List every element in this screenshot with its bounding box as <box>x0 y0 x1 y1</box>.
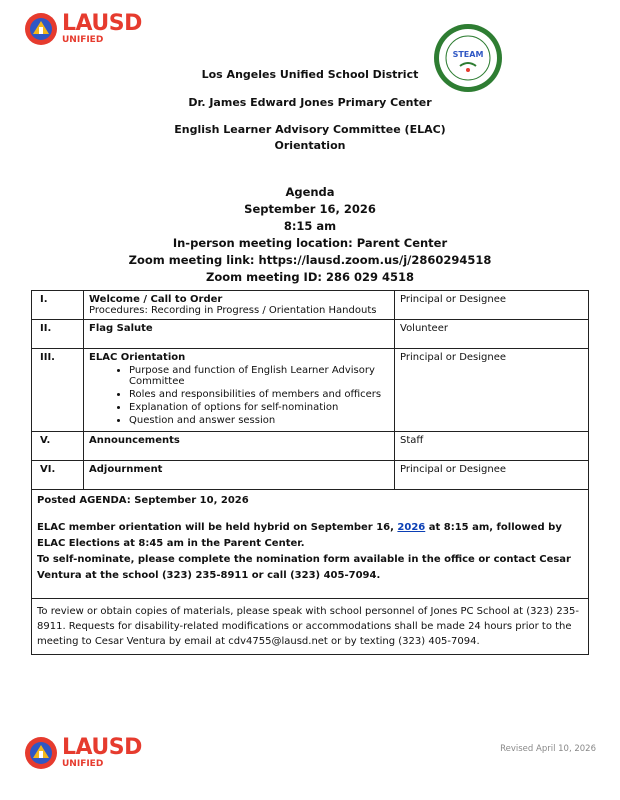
table-row <box>32 291 589 320</box>
item-cell <box>84 349 395 432</box>
hybrid-notice <box>37 520 583 552</box>
item-cell <box>84 291 395 320</box>
agenda-date: September 16, 2026 <box>244 202 376 216</box>
materials-notice: To review or obtain copies of materials, please speak with school personnel of Jones PC School at (323) 235-8911. Requests for disability-related modifications or accommodations shall be made 24 hours prior to the meeting to Cesar Ventura by email at cdv4755@lausd.net or by texting (323) 405-7094. <box>32 599 589 655</box>
district-heading: Los Angeles Unified School District <box>201 68 419 81</box>
steam-badge-icon <box>432 22 504 94</box>
materials-row <box>32 599 589 655</box>
list-item: • Roles and responsibilities of members and officers <box>129 389 389 400</box>
item-number: II. <box>32 320 84 349</box>
list-item: • Question and answer session <box>129 415 389 426</box>
item-title: Announcements <box>89 435 180 446</box>
item-cell <box>84 432 395 461</box>
logo-subtitle: UNIFIED <box>62 759 104 769</box>
agenda-location: In-person meeting location: Parent Center <box>172 236 448 250</box>
agenda-time: 8:15 am <box>283 219 337 233</box>
item-presenter: Volunteer <box>395 320 589 349</box>
logo-wordmark: LAUSD <box>62 11 142 36</box>
item-presenter: Principal or Designee <box>395 349 589 432</box>
table-row <box>32 320 589 349</box>
item-title: ELAC Orientation <box>89 352 186 363</box>
item-cell <box>84 461 395 490</box>
list-item: • Purpose and function of English Learner Advisory Committee <box>129 365 389 387</box>
agenda-table <box>31 290 589 655</box>
self-nominate-notice: To self-nominate, please complete the nomination form available in the office or contact Cesar Ventura at the school (323) 235-8911 or call (323) 405-7094. <box>37 554 571 581</box>
agenda-title: Agenda <box>285 185 335 199</box>
item-cell <box>84 320 395 349</box>
notes-cell <box>32 490 589 599</box>
agenda-block <box>0 184 620 286</box>
zoom-id: Zoom meeting ID: 286 029 4518 <box>205 270 415 284</box>
logo-subtitle: UNIFIED <box>62 35 104 45</box>
item-title: Flag Salute <box>89 323 153 334</box>
committee-heading: English Learner Advisory Committee (ELAC) <box>174 123 446 136</box>
table-row <box>32 432 589 461</box>
hybrid-year-link[interactable]: 2026 <box>397 522 426 533</box>
item-number: I. <box>32 291 84 320</box>
lausd-logo-bottom <box>24 736 142 770</box>
zoom-link[interactable]: Zoom meeting link: https://lausd.zoom.us/j/2860294518 <box>128 253 492 267</box>
item-title: Welcome / Call to Order <box>89 294 223 305</box>
item-presenter: Staff <box>395 432 589 461</box>
lausd-seal-icon <box>24 12 58 46</box>
list-item: • Explanation of options for self-nomination <box>129 402 389 413</box>
school-heading: Dr. James Edward Jones Primary Center <box>188 96 432 109</box>
lausd-logo-top <box>24 12 142 46</box>
revised-date: Revised April 10, 2026 <box>500 744 596 754</box>
logo-wordmark: LAUSD <box>62 735 142 760</box>
item-number: III. <box>32 349 84 432</box>
item-bullet-list <box>89 365 389 426</box>
posted-date: Posted AGENDA: September 10, 2026 <box>37 495 249 506</box>
item-title: Adjournment <box>89 464 163 475</box>
steam-label: STEAM <box>452 50 484 59</box>
table-row <box>32 461 589 490</box>
item-presenter: Principal or Designee <box>395 461 589 490</box>
lausd-seal-icon <box>24 736 58 770</box>
item-detail: Procedures: Recording in Progress / Orientation Handouts <box>89 305 377 316</box>
item-number: VI. <box>32 461 84 490</box>
notes-row <box>32 490 589 599</box>
item-presenter: Principal or Designee <box>395 291 589 320</box>
hybrid-notice-text: ELAC member orientation will be held hybrid on September 16, <box>37 522 398 533</box>
item-number: V. <box>32 432 84 461</box>
orientation-heading: Orientation <box>274 139 346 152</box>
table-row <box>32 349 589 432</box>
hybrid-notice-text: at 8:15 am, followed by ELAC Elections at 8:45 am in the Parent Center. <box>37 522 562 549</box>
